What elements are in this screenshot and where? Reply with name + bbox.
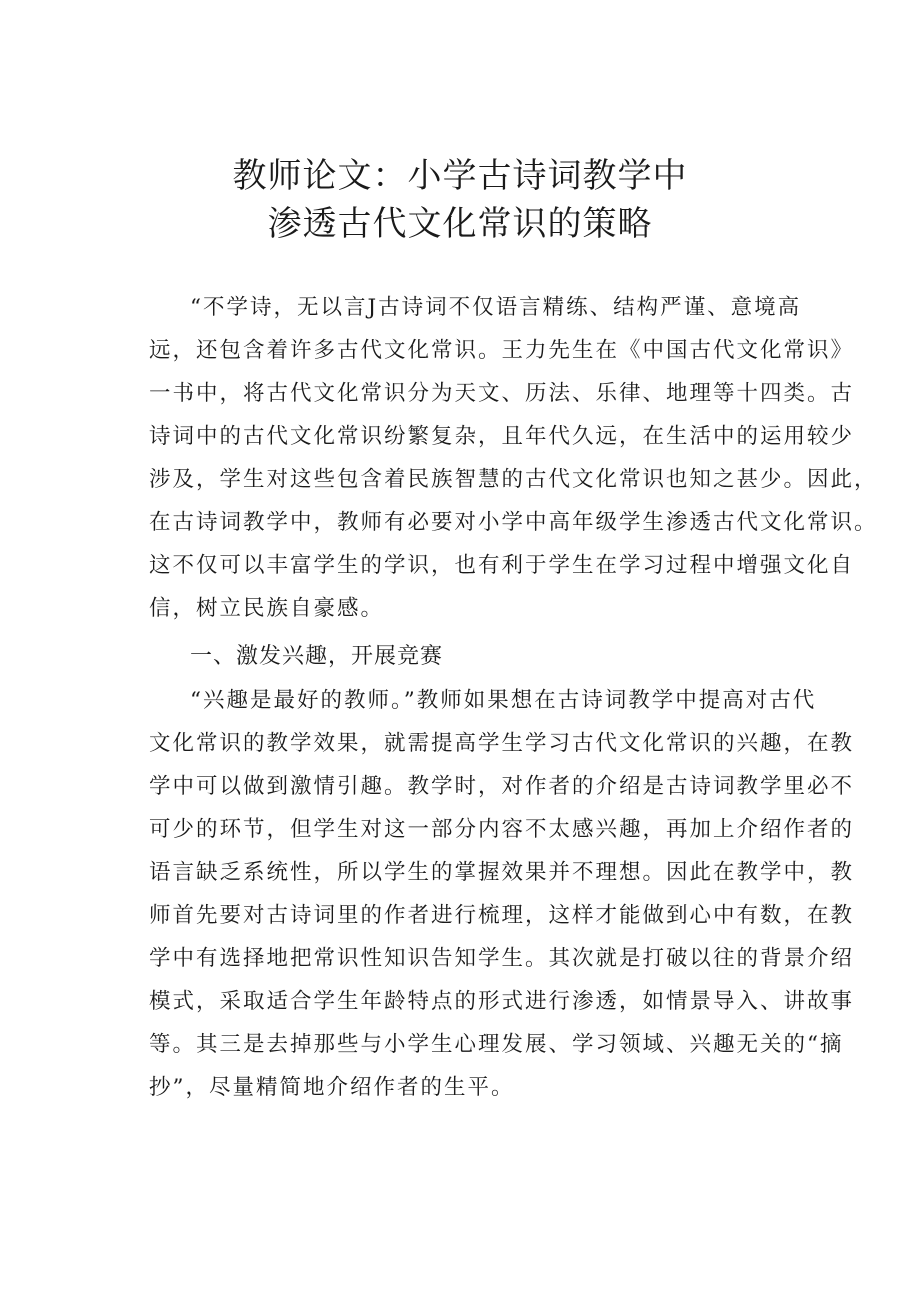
paragraph-line: 学中可以做到激情引趣。教学时，对作者的介绍是古诗词教学里必不 [149,774,855,799]
document-title-line-2: 渗透古代文化常识的策略 [267,204,653,244]
paragraph-line: “不学诗，无以言J古诗词不仅语言精练、结构严谨、意境高 [190,295,802,320]
document-title-line-1: 教师论文：小学古诗词教学中 [232,156,688,196]
paragraph-line: 可少的环节，但学生对这一部分内容不太感兴趣，再加上介绍作者的 [149,817,855,842]
paragraph-line: 等。其三是去掉那些与小学生心理发展、学习领域、兴趣无关的“摘 [149,1032,844,1057]
paragraph-line: 远，还包含着许多古代文化常识。王力先生在《中国古代文化常识》 [149,338,855,363]
paragraph-line: 一书中，将古代文化常识分为天文、历法、乐律、地理等十四类。古 [149,381,855,406]
paragraph-line: 模式，采取适合学生年龄特点的形式进行渗透，如情景导入、讲故事 [149,989,855,1014]
paragraph-line: 抄”，尽量精简地介绍作者的生平。 [149,1075,515,1100]
paragraph-line: 文化常识的教学效果，就需提高学生学习古代文化常识的兴趣，在教 [149,731,855,756]
paragraph-line: 在古诗词教学中，教师有必要对小学中高年级学生渗透古代文化常识。 [149,510,878,535]
paragraph-line: 信，树立民族自豪感。 [149,596,385,621]
paragraph-line: 这不仅可以丰富学生的学识，也有利于学生在学习过程中增强文化自 [149,553,855,578]
paragraph-line: 师首先要对古诗词里的作者进行梳理，这样才能做到心中有数，在教 [149,903,855,928]
paragraph-line: 学中有选择地把常识性知识告知学生。其次就是打破以往的背景介绍 [149,946,855,971]
paragraph-line: 诗词中的古代文化常识纷繁复杂，且年代久远，在生活中的运用较少 [149,424,855,449]
section-heading: 一、激发兴趣，开展竞赛 [190,644,444,669]
paragraph-line: 语言缺乏系统性，所以学生的掌握效果并不理想。因此在教学中，教 [149,860,855,885]
paragraph-line: 涉及，学生对这些包含着民族智慧的古代文化常识也知之甚少。因此， [149,467,878,492]
paragraph-line: “兴趣是最好的教师。”教师如果想在古诗词教学中提高对古代 [190,688,817,713]
